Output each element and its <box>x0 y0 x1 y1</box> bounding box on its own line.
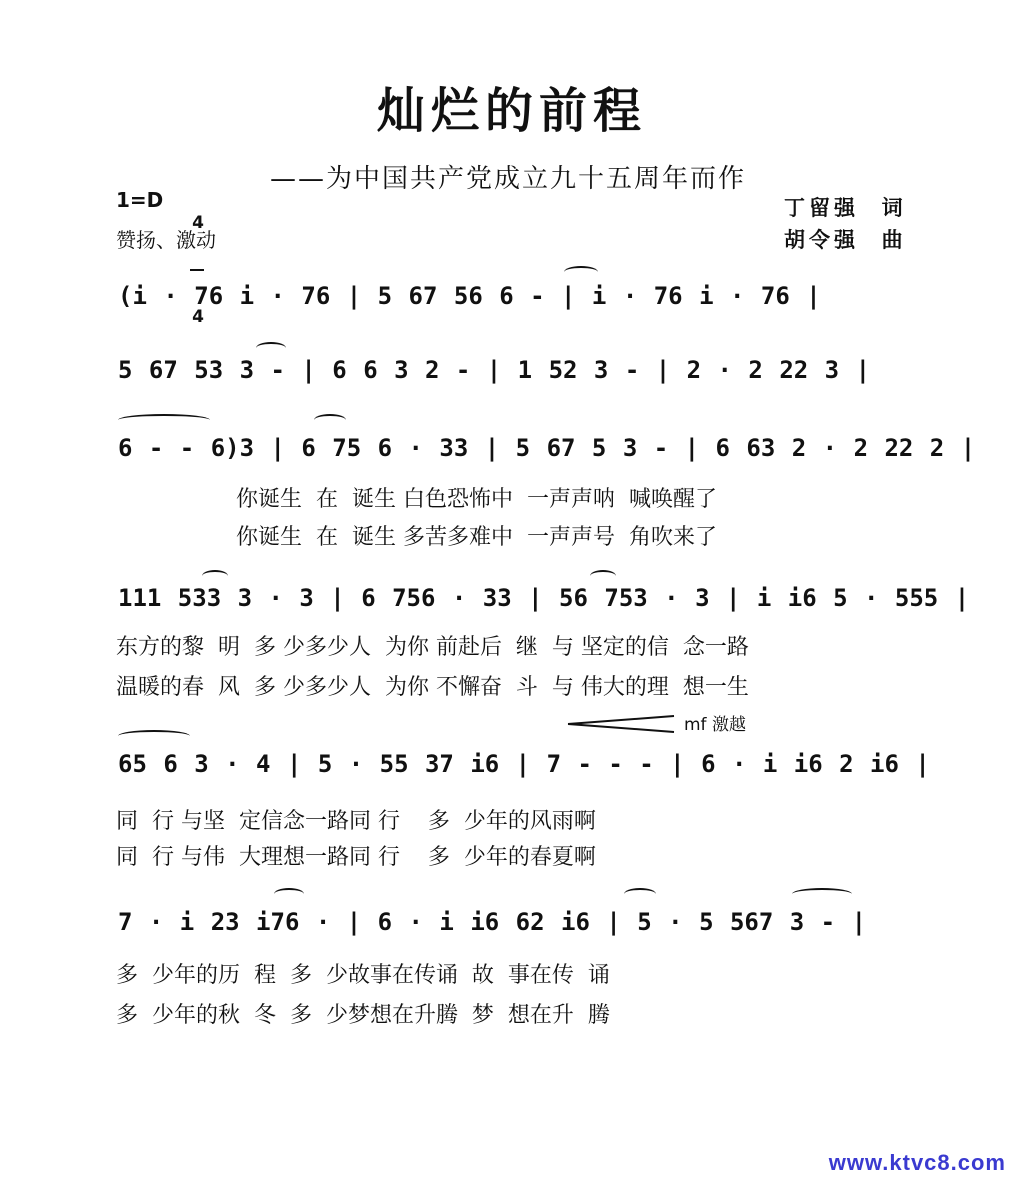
lyrics-row-5-verse-2: 同 行 与伟 大理想一路同 行 多 少年的春夏啊 <box>116 845 596 870</box>
composer-credit: 胡令强 曲 <box>784 228 907 252</box>
lyrics-row-4-verse-1: 东方的黎 明 多 少多少人 为你 前赴后 继 与 坚定的信 念一路 <box>116 635 749 660</box>
time-signature <box>190 178 206 344</box>
notation-row-2: 5 67 53 3 - | 6 6 3 2 - | 1 52 3 - | 2 · 2 22 3 | <box>118 356 871 384</box>
lyrics-row-3-verse-1: 你诞生 在 诞生 白色恐怖中 一声声呐 喊唤醒了 <box>236 487 717 512</box>
subtitle: ——为中国共产党成立九十五周年而作 <box>270 164 747 194</box>
tie-mark <box>274 888 304 900</box>
tie-mark <box>118 730 190 742</box>
tie-mark <box>564 266 598 278</box>
lyricist-credit: 丁留强 词 <box>784 196 907 220</box>
lyrics-row-3-verse-2: 你诞生 在 诞生 多苦多难中 一声声号 角吹来了 <box>236 525 717 550</box>
key-signature: 1=D <box>116 188 164 212</box>
notation-row-6: 7 · i 23 i76 · | 6 · i i6 62 i6 | 5 · 5 567 3 - | <box>118 908 867 936</box>
tie-mark <box>624 888 656 900</box>
lyrics-row-5-verse-1: 同 行 与坚 定信念一路同 行 多 少年的风雨啊 <box>116 809 596 834</box>
time-signature-bar <box>190 269 204 271</box>
lyrics-row-6-verse-1: 多 少年的历 程 多 少故事在传诵 故 事在传 诵 <box>116 963 610 988</box>
tie-mark <box>118 414 210 426</box>
lyrics-row-4-verse-2: 温暖的春 风 多 少多少人 为你 不懈奋 斗 与 伟大的理 想一生 <box>116 675 749 700</box>
dynamic-marking: mf 激越 <box>684 715 746 735</box>
decrescendo-hairpin <box>566 714 676 734</box>
notation-row-3: 6 - - 6)3 | 6 75 6 · 33 | 5 67 5 3 - | 6 63 2 · 2 22 2 | <box>118 434 976 462</box>
site-watermark: www.ktvc8.com <box>828 1150 1006 1175</box>
time-signature-top: 4 <box>192 213 204 233</box>
page-title: 灿烂的前程 <box>376 83 647 139</box>
time-signature-bottom: 4 <box>192 307 204 327</box>
notation-row-5: 65 6 3 · 4 | 5 · 55 37 i6 | 7 - - - | 6 · i i6 2 i6 | <box>118 750 930 778</box>
triplet-bracket <box>792 888 852 900</box>
lyrics-row-6-verse-2: 多 少年的秋 冬 多 少梦想在升腾 梦 想在升 腾 <box>116 1003 610 1028</box>
tie-mark <box>202 570 228 582</box>
tie-mark <box>590 570 616 582</box>
tie-mark <box>314 414 346 426</box>
notation-row-1: (i · 76 i · 76 | 5 67 56 6 - | i · 76 i · 76 | <box>118 282 821 310</box>
tie-mark <box>256 342 286 354</box>
notation-row-4: 111 533 3 · 3 | 6 756 · 33 | 56 753 · 3 | i i6 5 · 555 | <box>118 584 970 612</box>
tempo-mood: 赞扬、激动 <box>116 228 216 252</box>
